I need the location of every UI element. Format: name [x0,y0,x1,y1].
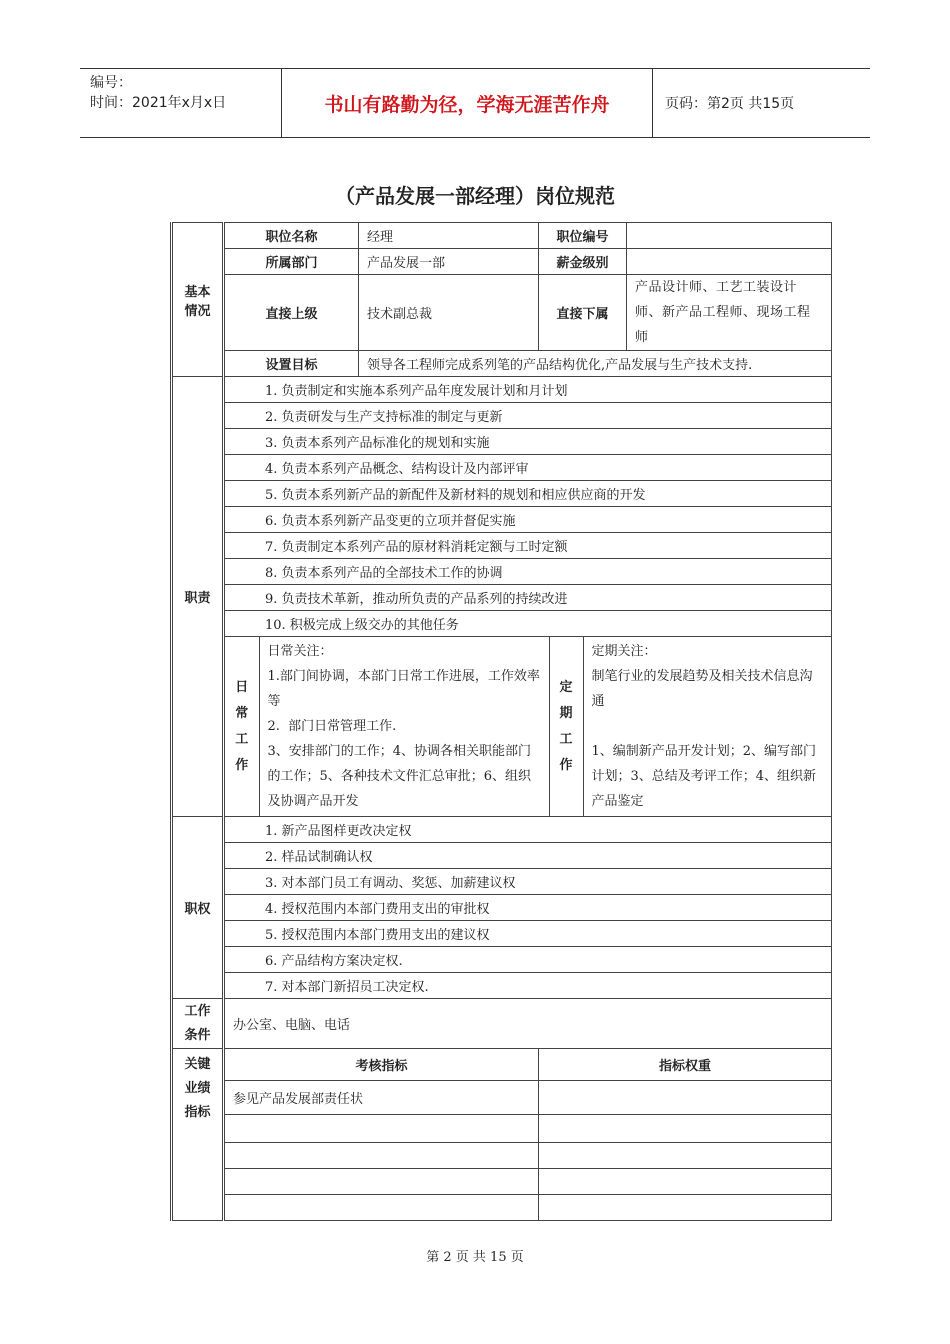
section-conditions: 工作 条件 [172,999,224,1049]
kpi-row-weight [539,1195,832,1221]
duty-item: 5. 负责本系列新产品的新配件及新材料的规划和相应供应商的开发 [224,481,832,507]
kpi-row-weight [539,1081,832,1115]
periodic-work-label-text: 定 期 工 作 [559,679,573,773]
kpi-row-weight [539,1169,832,1195]
authority-item: 1. 新产品图样更改决定权 [224,817,832,843]
section-authority: 职权 [172,817,224,999]
conditions-value: 办公室、电脑、电话 [224,999,832,1049]
duty-item: 4. 负责本系列产品概念、结构设计及内部评审 [224,455,832,481]
daily-work-label [225,637,259,816]
subordinate: 产品设计师、工艺工装设计师、新产品工程师、现场工程师 [627,275,832,351]
kpi-row-weight [539,1143,832,1169]
header-meta [80,69,280,137]
duty-item: 6. 负责本系列新产品变更的立项并督促实施 [224,507,832,533]
header-motto: 书山有路勤为径，学海无涯苦作舟 [281,69,653,137]
authority-item: 6. 产品结构方案决定权. [224,947,832,973]
kpi-row-indicator [224,1195,539,1221]
duty-item: 7. 负责制定本系列产品的原材料消耗定额与工时定额 [224,533,832,559]
superior-label: 直接上级 [224,275,359,351]
dept: 产品发展一部 [359,249,539,275]
authority-item: 3. 对本部门员工有调动、奖惩、加薪建议权 [224,869,832,895]
daily-work-text: 日常关注： 1.部门间协调，本部门日常工作进展，工作效率等 2. 部门日常管理工作. 3、安排部门的工作；4、协调各相关职能部门的工作；5、各种技术文件汇总审批；6、组织及协调产品开发 [259,637,549,816]
page-header [80,68,870,138]
goal-label: 设置目标 [224,351,359,377]
position-name: 经理 [359,223,539,249]
duty-item: 1. 负责制定和实施本系列产品年度发展计划和月计划 [224,377,832,403]
section-kpi: 关键 业绩 指标 [172,1049,224,1221]
section-basic: 基本 情况 [172,223,224,377]
duty-item: 8. 负责本系列产品的全部技术工作的协调 [224,559,832,585]
kpi-col-weight: 指标权重 [539,1049,832,1081]
dept-label: 所属部门 [224,249,359,275]
salary [627,249,832,275]
routine-work-block [224,637,832,817]
authority-item: 7. 对本部门新招员工决定权. [224,973,832,999]
page-footer: 第 2 页 共 15 页 [426,1250,524,1265]
duty-item: 3. 负责本系列产品标准化的规划和实施 [224,429,832,455]
subordinate-label: 直接下属 [539,275,627,351]
number-label: 编号： [90,75,132,91]
date-label: 时间：2021年x月x日 [90,95,227,111]
duty-item: 9. 负责技术革新，推动所负责的产品系列的持续改进 [224,585,832,611]
duty-item: 10. 积极完成上级交办的其他任务 [224,611,832,637]
section-duties: 职责 [172,377,224,817]
superior: 技术副总裁 [359,275,539,351]
kpi-row-indicator: 参见产品发展部责任状 [224,1081,539,1115]
periodic-work-label [549,637,583,816]
authority-item: 5. 授权范围内本部门费用支出的建议权 [224,921,832,947]
salary-label: 薪金级别 [539,249,627,275]
position-no-label: 职位编号 [539,223,627,249]
job-spec-table [170,222,830,1222]
authority-item: 2. 样品试制确认权 [224,843,832,869]
goal: 领导各工程师完成系列笔的产品结构优化,产品发展与生产技术支持. [359,351,832,377]
kpi-row-indicator [224,1115,539,1143]
duty-item: 2. 负责研发与生产支持标准的制定与更新 [224,403,832,429]
periodic-work-text: 定期关注： 制笔行业的发展趋势及相关技术信息沟通 1、编制新产品开发计划；2、编写部门计划；3、总结及考评工作；4、组织新产品鉴定 [591,644,817,809]
kpi-row-indicator [224,1143,539,1169]
kpi-row-weight [539,1115,832,1143]
daily-work-label-text: 日 常 工 作 [235,679,249,773]
authority-item: 4. 授权范围内本部门费用支出的审批权 [224,895,832,921]
position-name-label: 职位名称 [224,223,359,249]
kpi-row-indicator [224,1169,539,1195]
kpi-col-indicator: 考核指标 [224,1049,539,1081]
position-no [627,223,832,249]
header-page-info: 页码：第2页 共15页 [665,96,795,112]
page-title: （产品发展一部经理）岗位规范 [335,184,615,208]
